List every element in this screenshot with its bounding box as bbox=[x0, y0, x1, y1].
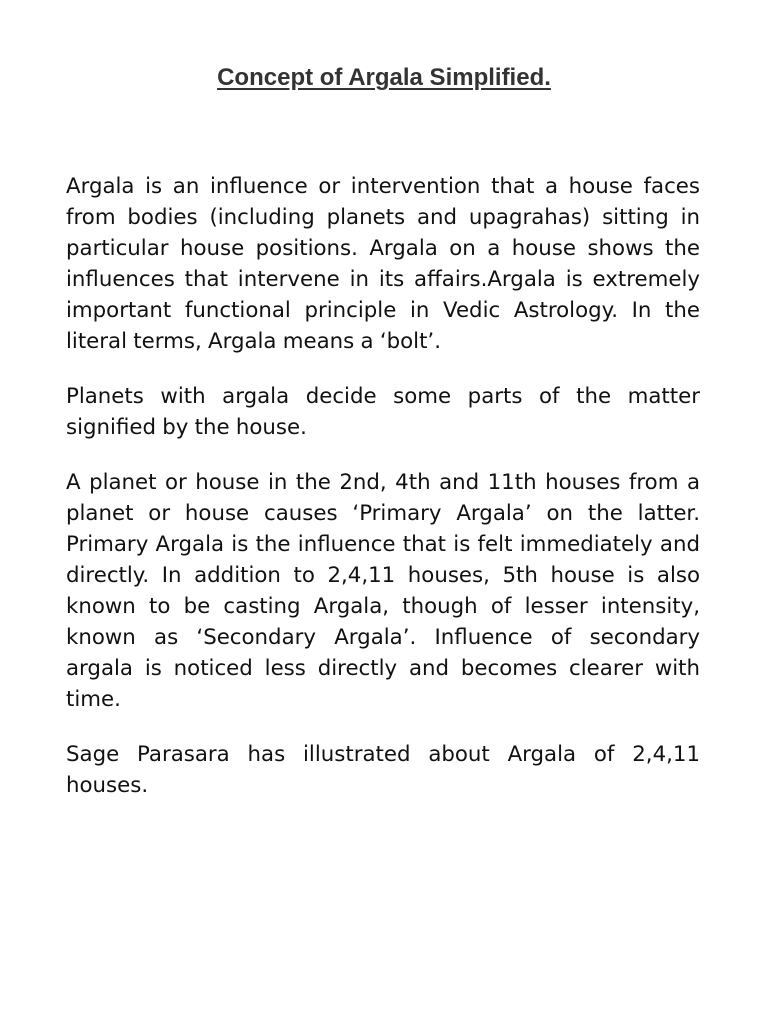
paragraph-primary-secondary-argala: A planet or house in the 2nd, 4th and 11th houses from a planet or house causes ‘Primary Argala’ on the latter. Primary Argala is the influence that is felt immediately and directly. In addition to 2,4,11 houses, 5th house is also known to be casting Argala, though of lesser intensity, known as ‘Secondary Argala’. Influence of secondary argala is noticed less directly and becomes clearer with time. bbox=[66, 470, 700, 712]
document-body bbox=[66, 171, 700, 825]
paragraph-planets-with-argala: Planets with argala decide some parts of the matter signified by the house. bbox=[66, 384, 700, 440]
paragraph-sage-parasara: Sage Parasara has illustrated about Argala of 2,4,11 houses. bbox=[66, 742, 700, 798]
paragraph-argala-definition: Argala is an influence or intervention that a house faces from bodies (including planets and upagrahas) sitting in particular house positions. Argala on a house shows the influences that intervene in its affairs.Argala is extremely important functional principle in Vedic Astrology. In the literal terms, Argala means a ‘bolt’. bbox=[66, 174, 700, 354]
document-title: Concept of Argala Simplified. bbox=[217, 64, 551, 91]
